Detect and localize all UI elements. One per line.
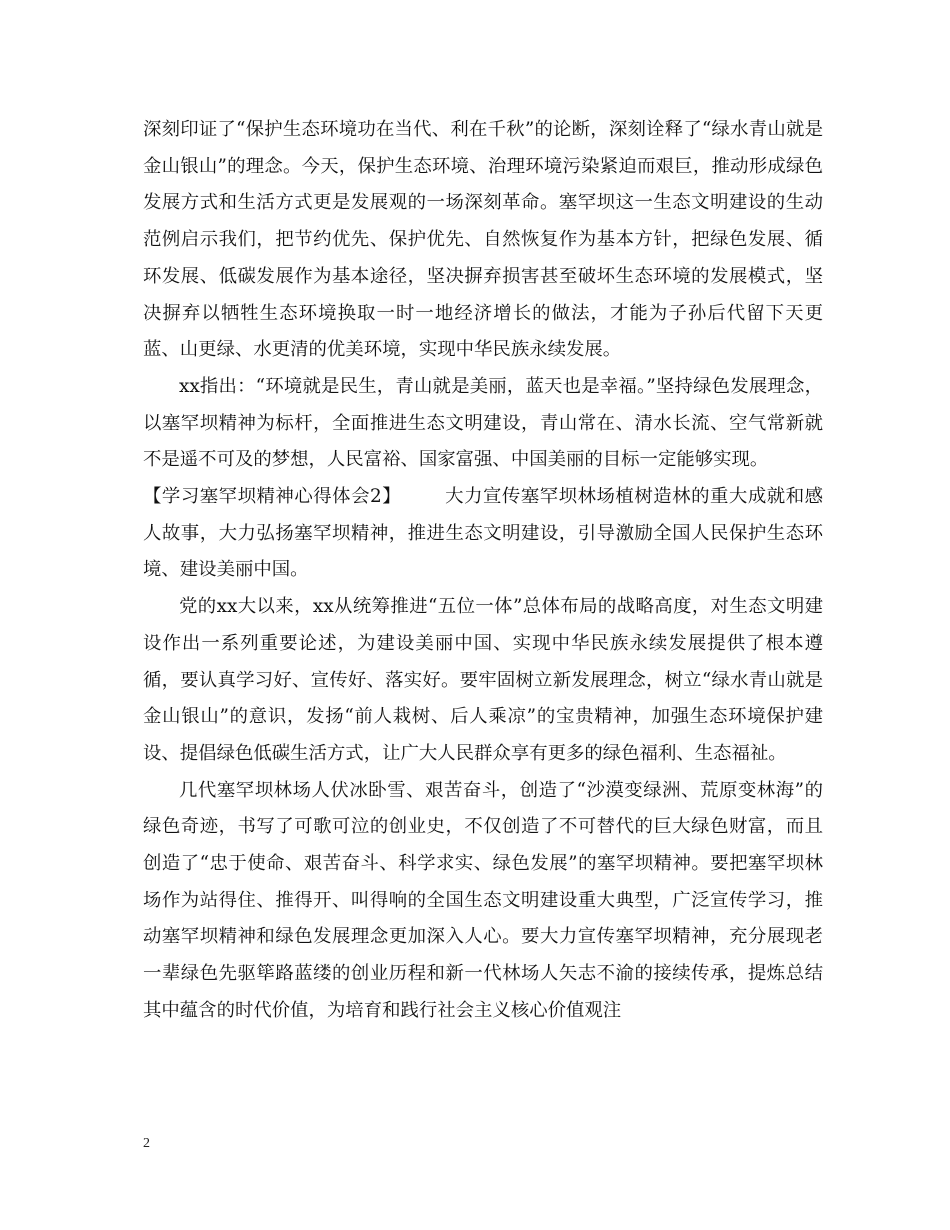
page-number: 2 xyxy=(143,1136,150,1151)
paragraph-3 xyxy=(143,479,823,589)
paragraph-5: 几代塞罕坝林场人伏冰卧雪、艰苦奋斗，创造了“沙漠变绿洲、荒原变林海”的绿色奇迹，书写了可歌可泣的创业史，不仅创造了不可替代的巨大绿色财富，而且创造了“忠于使命、艰苦奋斗、科学求实、绿色发展”的塞罕坝精神。要把塞罕坝林场作为站得住、推得开、叫得响的全国生态文明建设重大典型，广泛宣传学习，推动塞罕坝精神和绿色发展理念更加深入人心。要大力宣传塞罕坝精神，充分展现老一辈绿色先驱筚路蓝缕的创业历程和新一代林场人矢志不渝的接续传承，提炼总结其中蕴含的时代价值，为培育和践行社会主义核心价值观注 xyxy=(143,779,823,1021)
paragraph-1: 深刻印证了“保护生态环境功在当代、利在千秋”的论断，深刻诠释了“绿水青山就是金山银山”的理念。今天，保护生态环境、治理环境污染紧迫而艰巨，推动形成绿色发展方式和生活方式更是发展观的一场深刻革命。塞罕坝这一生态文明建设的生动范例启示我们，把节约优先、保护优先、自然恢复作为基本方针，把绿色发展、循环发展、低碳发展作为基本途径，坚决摒弃损害甚至破坏生态环境的发展模式，坚决摒弃以牺牲生态环境换取一时一地经济增长的做法，才能为子孙后代留下天更蓝、山更绿、水更清的优美环境，实现中华民族永续发展。 xyxy=(143,119,823,361)
paragraph-2: xx指出：“环境就是民生，青山就是美丽，蓝天也是幸福。”坚持绿色发展理念，以塞罕坝精神为标杆，全面推进生态文明建设，青山常在、清水长流、空气常新就不是遥不可及的梦想，人民富裕、国家富强、中国美丽的目标一定能够实现。 xyxy=(143,375,823,471)
document-body xyxy=(143,112,823,1030)
paragraph-4: 党的xx大以来，xx从统筹推进“五位一体”总体布局的战略高度，对生态文明建设作出一系列重要论述，为建设美丽中国、实现中华民族永续发展提供了根本遵循，要认真学习好、宣传好、落实好。要牢固树立新发展理念，树立“绿水青山就是金山银山”的意识，发扬“前人栽树、后人乘凉”的宝贵精神，加强生态环境保护建设、提倡绿色低碳生活方式，让广大人民群众享有更多的绿色福利、生态福祉。 xyxy=(143,596,823,764)
section-heading: 【学习塞罕坝精神心得体会2】 xyxy=(143,486,402,508)
paragraph-3-text: 大力宣传塞罕坝林场植树造林的重大成就和感人故事，大力弘扬塞罕坝精神，推进生态文明建设，引导激励全国人民保护生态环境、建设美丽中国。 xyxy=(143,486,823,581)
